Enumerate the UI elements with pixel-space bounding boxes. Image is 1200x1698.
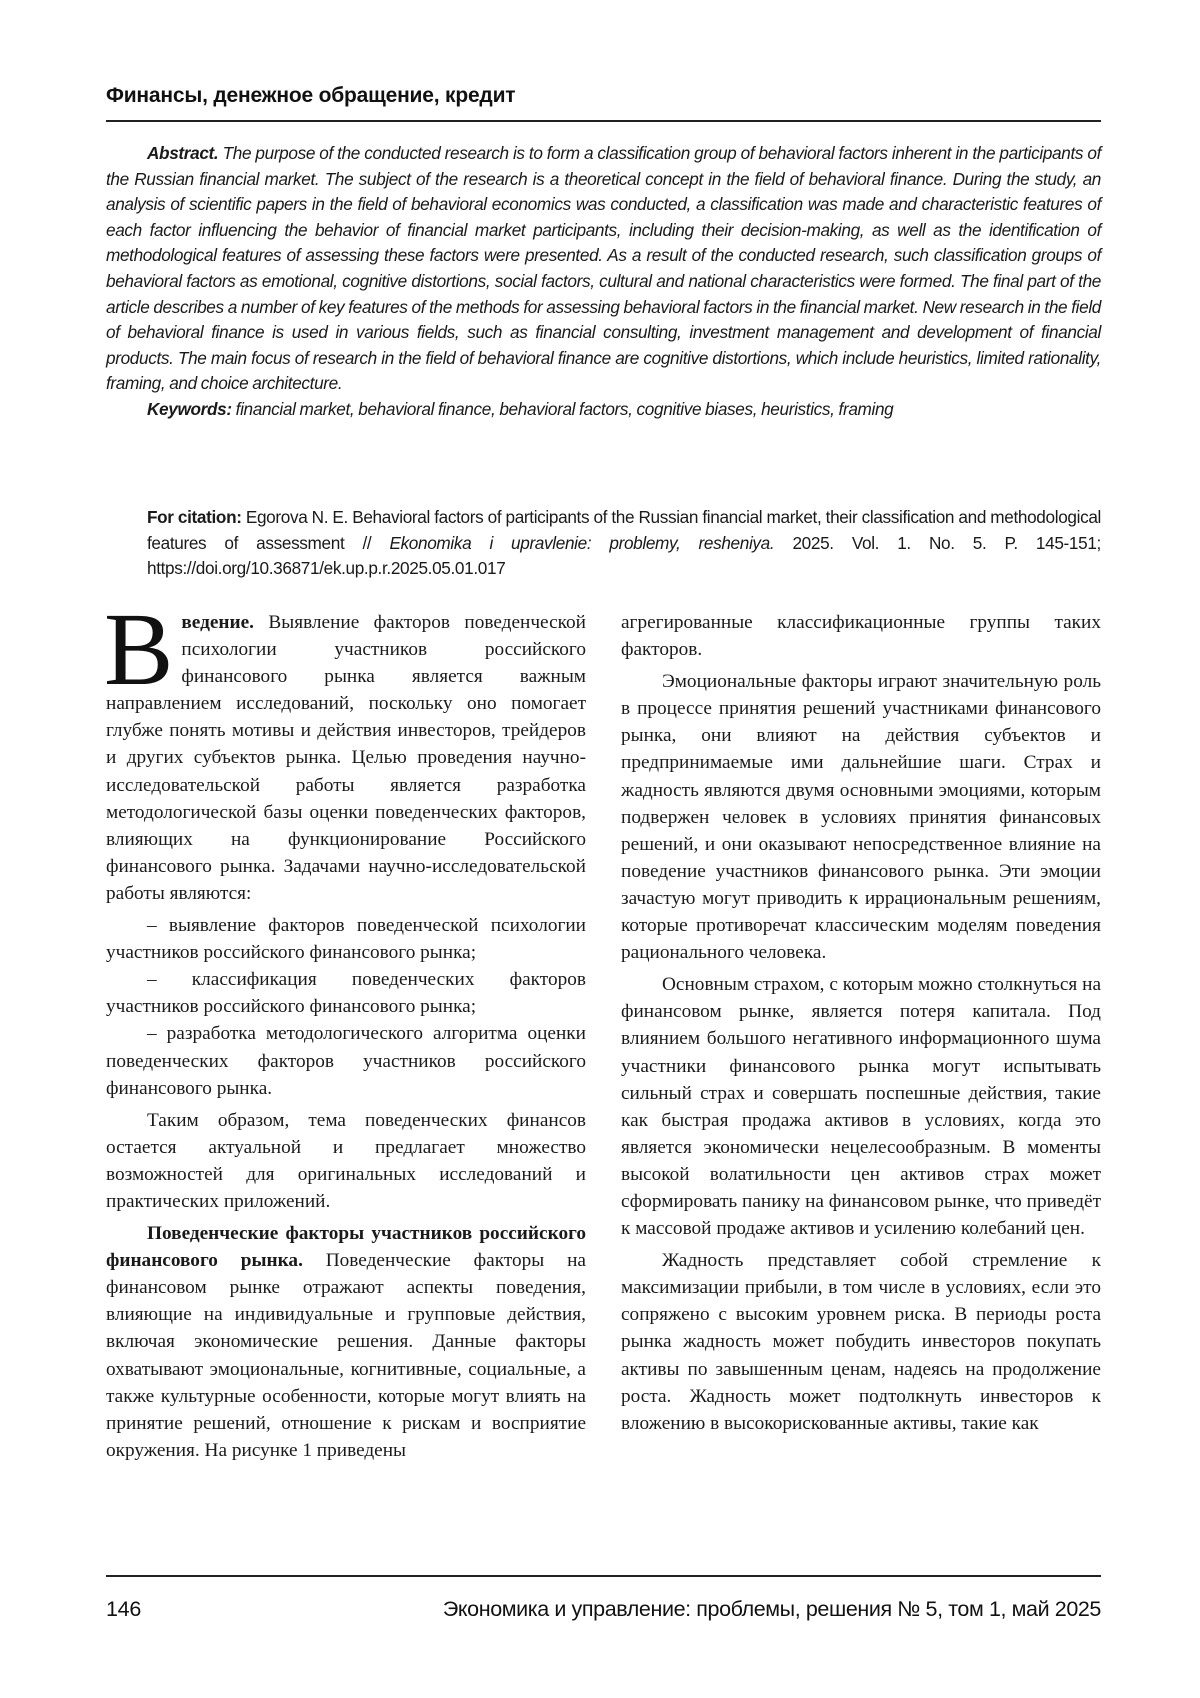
intro-paragraph: [104, 592, 586, 907]
citation-text: Egorova N. E. Behavioral factors of participants of the Russian financial market, their classification and methodological features of assessment //: [147, 507, 1102, 553]
greed-paragraph: Жадность представляет собой стремление к максимизации прибыли, в том числе в условиях, если это сопряжено с высоким уровнем риска. В периоды роста рынка жадность может побудить инвесторов покупать активы по завышенным ценам, надеясь на продолжение роста. Жадность может подтолкнуть инвесторов к вложению в высокорискованные активы, такие как: [621, 1250, 1101, 1434]
citation-journal: Ekonomika i upravlenie: problemy, resheniya.: [389, 532, 775, 553]
intro-text: Выявление факторов поведенческой психологии участников российского финансового рынка является важным направлением исследований, поскольку оно помогает глубже понять мотивы и действия инвесторов, трейдеров и других субъектов рынка. Целью проведения научно-исследовательской работы является разработка методологической базы оценки поведенческих факторов, влияющих на функционирование Российского финансового рынка. Задачами научно-исследовательской работы являются:: [106, 612, 586, 904]
body-column-left: [104, 592, 586, 1464]
intro-heading: ведение.: [181, 612, 254, 633]
running-head-title: Финансы, денежное обращение, кредит: [106, 84, 516, 107]
citation-doi[interactable]: 2025. Vol. 1. No. 5. P. 145-151; https://doi.org/10.36871/ek.up.p.r.2025.05.01.017: [147, 532, 1101, 579]
fear-paragraph: Основным страхом, с которым можно столкнуться на финансовом рынке, является потеря капитала. Под влиянием большого негативного информационного шума участники финансового рынка могут испытывать сильный страх и совершать поспешные действия, такие как быстрая продажа активов в условиях, когда это является экономически нецелесообразным. В моменты высокой волатильности цен активов страх может сформировать панику на финансовом рынке, что приведёт к массовой продаже активов и усилению колебаний цен.: [621, 974, 1101, 1240]
continuation-paragraph: агрегированные классификационные группы таких факторов.: [621, 612, 1101, 661]
section-text: Поведенческие факторы на финансовом рынке отражают аспекты поведения, влияющие на индивидуальные и групповые действия, включая экономические решения. Данные факторы охватывают эмоциональные, когнитивные, социальные, а также культурные особенности, которые могут влиять на принятие решений, отношение к рискам и восприятие окружения. На рисунке 1 приведены: [106, 1250, 586, 1461]
section-heading: Поведенческие факторы участников российского финансового рынка.: [106, 1223, 586, 1272]
keywords-text: financial market, behavioral finance, behavioral factors, cognitive biases, heuristics, framing: [231, 398, 894, 419]
drop-cap: В: [104, 592, 174, 707]
journal-footer: Экономика и управление: проблемы, решения № 5, том 1, май 2025: [442, 1597, 1101, 1621]
task-item: – разработка методологического алгоритма оценки поведенческих факторов участников российского финансового рынка.: [106, 1023, 586, 1099]
task-item: – классификация поведенческих факторов участников российского финансового рынка;: [106, 969, 586, 1018]
footer-divider: [106, 1575, 1101, 1577]
section-paragraph: [106, 1220, 586, 1464]
conclusion-paragraph: Таким образом, тема поведенческих финансов остается актуальной и предлагает множество возможностей для оригинальных исследований и практических приложений.: [106, 1109, 586, 1212]
abstract-label: Abstract.: [147, 143, 219, 163]
body-column-right: [621, 609, 1101, 1437]
keywords-label: Keywords:: [147, 398, 232, 419]
header-divider: [106, 120, 1101, 122]
task-item: – выявление факторов поведенческой психологии участников российского финансового рынка;: [106, 915, 586, 964]
abstract-text: The purpose of the conducted research is to form a classification group of behavioral factors inherent in the participants of the Russian financial market. The subject of the research is a theoretical concept in the field of behavioral finance. During the study, an analysis of scientific papers in the field of behavioral economics was conducted, a classification was made and characteristic features of each factor influencing the behavior of financial market participants, including their decision-making, as well as the identification of methodological features of assessing these factors were presented. As a result of the conducted research, such classification groups of behavioral factors as emotional, cognitive distortions, social factors, cultural and national characteristics were formed. The final part of the article describes a number of key features of the methods for assessing behavioral factors in the financial market. New research in the field of behavioral finance is used in various fields, such as financial consulting, investment management and development of financial products. The main focus of research in the field of behavioral finance are cognitive distortions, which include heuristics, limited rationality, framing, and choice architecture.: [106, 143, 1101, 394]
keywords-paragraph: [106, 397, 1101, 423]
abstract-paragraph: [106, 141, 1101, 397]
emotional-factors-paragraph: Эмоциональные факторы играют значительную роль в процессе принятия решений участниками финансового рынка, они влияют на действия субъектов и предпринимаемые ими дальнейшие шаги. Страх и жадность являются двумя основными эмоциями, которым подвержен человек в условиях принятия финансовых решений, и они оказывают непосредственное влияние на поведение участников финансового рынка. Эти эмоции зачастую могут приводить к иррациональным решениям, которые противоречат классическим моделям поведения рационального человека.: [621, 671, 1101, 964]
abstract-section: [106, 141, 1101, 423]
citation-label: For citation:: [147, 507, 242, 527]
citation-section: [147, 505, 1101, 582]
page-number: 146: [106, 1597, 141, 1621]
